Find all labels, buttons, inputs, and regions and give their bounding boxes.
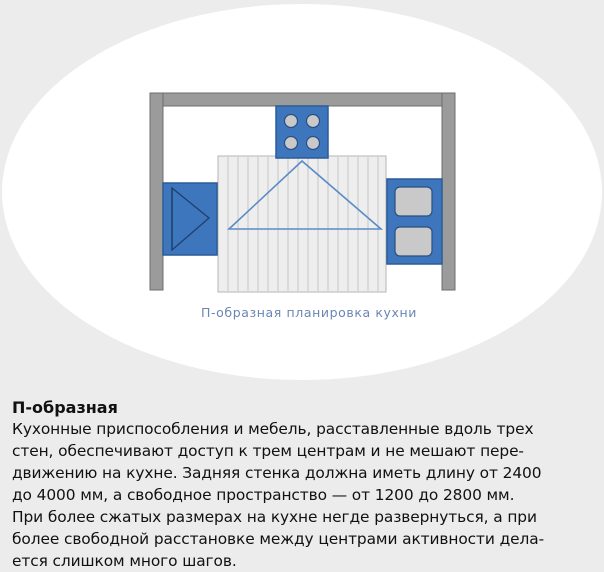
sink-icon [387, 179, 442, 264]
paragraph-line: более свободной расстановке между центрами активности дела- [12, 530, 545, 548]
paragraph-line: до 4000 мм, а свободное пространство — от 1200 до 2800 мм. [12, 486, 515, 504]
cooktop-icon [276, 106, 328, 158]
paragraph-line: При более сжатых размерах на кухне негде развернуться, а при [12, 508, 537, 526]
paragraph-line: движению на кухне. Задняя стенка должна иметь длину от 2400 [12, 464, 542, 482]
paragraph-line: ется слишком много шагов. [12, 552, 237, 570]
section-title: П-образная [12, 398, 118, 417]
article-text [12, 398, 598, 572]
table [218, 156, 386, 292]
diagram-caption: П-образная планировка кухни [201, 305, 417, 320]
fridge-icon [163, 183, 217, 255]
paragraph-line: Кухонные приспособления и мебель, расставленные вдоль трех [12, 420, 534, 438]
paragraph-line: стен, обеспечивают доступ к трем центрам и не мешают пере- [12, 442, 524, 460]
